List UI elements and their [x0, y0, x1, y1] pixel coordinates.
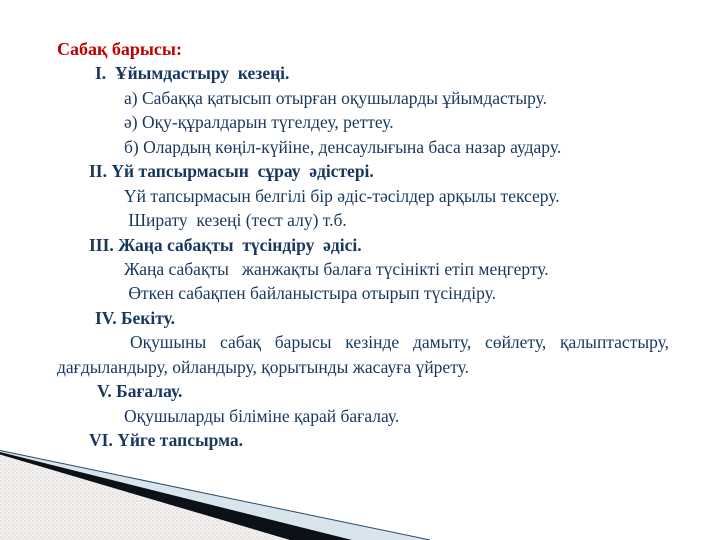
section-heading: IV. Бекіту.: [95, 307, 175, 328]
slide-title: Сабақ барысы:: [57, 39, 182, 59]
section-heading: I. Ұйымдастыру кезеңі.: [95, 63, 290, 84]
slide-text-line: Үй тапсырмасын белгілі бір әдіс-тәсілдер арқылы тексеру.: [124, 185, 560, 206]
slide-text-line: б) Олардың көңіл-күйіне, денсаулығына баса назар аудару.: [124, 136, 562, 157]
section-heading: VI. Үйге тапсырма.: [89, 430, 244, 450]
slide-text-line: Жаңа сабақты жанжақты балаға түсінікті етіп меңгерту.: [124, 258, 549, 279]
blue-stripe: [0, 450, 430, 540]
slide-text-line: Оқушыларды біліміне қарай бағалау.: [124, 405, 400, 426]
slide-text-line: дағдыландыру, ойландыру, қорытынды жасауға үйрету.: [57, 356, 469, 377]
slide-text-line: а) Сабаққа қатысып отырған оқушыларды ұйымдастыру.: [124, 87, 548, 108]
slide-text-line: ә) Оқу-құралдарын түгелдеу, реттеу.: [124, 112, 394, 133]
black-stripe: [0, 452, 352, 540]
slide-text-line: Ширату кезеңі (тест алу) т.б.: [124, 210, 347, 231]
slide-text-line: Өткен сабақпен байланыстыра отырып түсіндіру.: [124, 283, 496, 304]
section-heading: III. Жаңа сабақты түсіндіру әдісі.: [89, 234, 362, 255]
gray-wedge: [0, 455, 290, 540]
section-heading: II. Үй тапсырмасын сұрау әдістері.: [89, 161, 374, 182]
section-heading: V. Бағалау.: [97, 381, 183, 402]
slide-text: [57, 37, 669, 452]
slide-text-line: Оқушыны сабақ барысы кезінде дамыту, сөйлету, қалыптастыру,: [130, 332, 669, 353]
